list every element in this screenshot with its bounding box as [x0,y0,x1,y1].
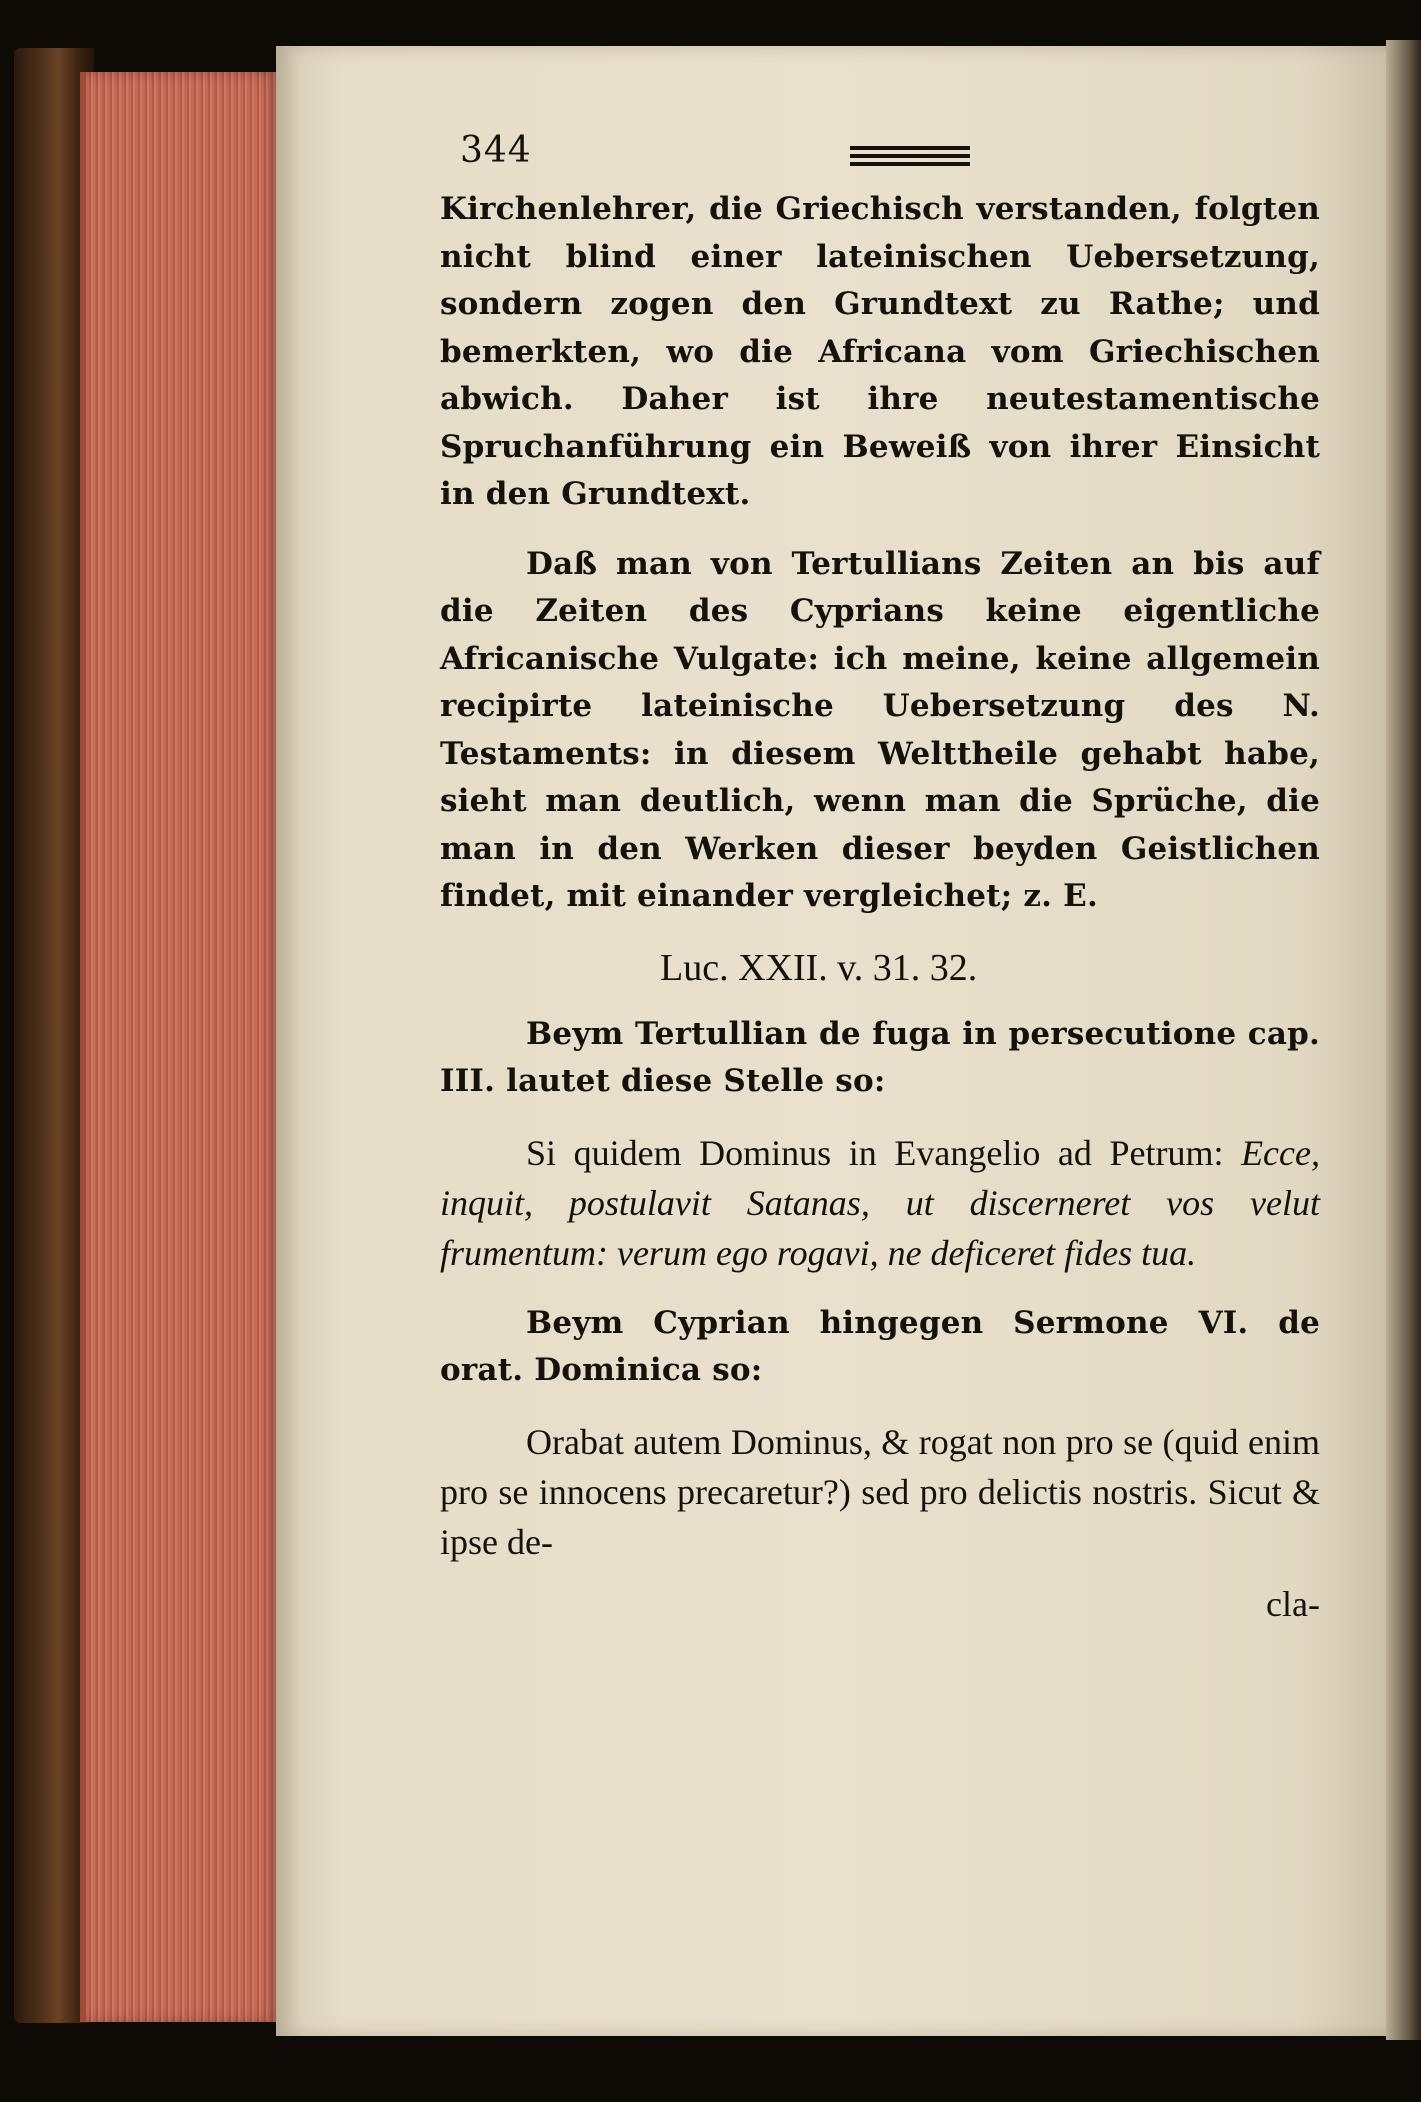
paragraph-4: Beym Cyprian hingegen Sermone VI. de orat. Dominica so: [440,1304,1320,1388]
paragraph-1: Kirchenlehrer, die Griechisch verstanden, folgten nicht blind einer lateinischen Uebersetzung, sondern zogen den Grundtext zu Rathe; und bemerkten, wo die Africana vom Griechischen abwich. Daher ist ihre neutestamentische Spruchanführung ein Beweiß von ihrer Einsicht in den Grundtext. [440,191,1320,512]
header-rule [850,162,970,166]
latin-quote-1-italic: Ecce, inquit, postulavit Satanas, ut discerneret vos velut frumentum: verum ego rogavi, ne deficeret fides tua. [440,1132,1320,1273]
header-rule [850,146,970,150]
page-number: 344 [460,130,532,171]
paragraph-2: Daß man von Tertullians Zeiten an bis auf die Zeiten des Cyprians keine eigentliche Africanische Vulgate: ich meine, keine allgemein recipirte lateinische Uebersetzung des N. Testaments: in diesem Welttheile gehabt habe, sieht man deutlich, wenn man die Sprüche, die man in den Werken dieser beyden Geistlichen findet, mit einander vergleichet; z. E. [440,545,1320,914]
page-header [440,130,1320,186]
header-rule [850,154,970,158]
catchword: cla- [1266,1583,1320,1624]
scripture-reference: Luc. XXII. v. 31. 32. [660,946,978,989]
page-edges [80,72,282,2022]
page-gutter [1386,40,1421,2040]
latin-quote-1-roman: Si quidem Dominus in Evangelio ad Petrum: [526,1132,1224,1173]
page-content [440,130,1320,1625]
latin-quote-2: Orabat autem Dominus, & rogat non pro se (quid enim pro se innocens precaretur?) sed pro delictis nostris. Sicut & ipse de- [440,1421,1320,1562]
paragraph-3: Beym Tertullian de fuga in persecutione cap. III. lautet diese Stelle so: [440,1015,1320,1099]
latin-quote-1 [440,1128,1320,1278]
